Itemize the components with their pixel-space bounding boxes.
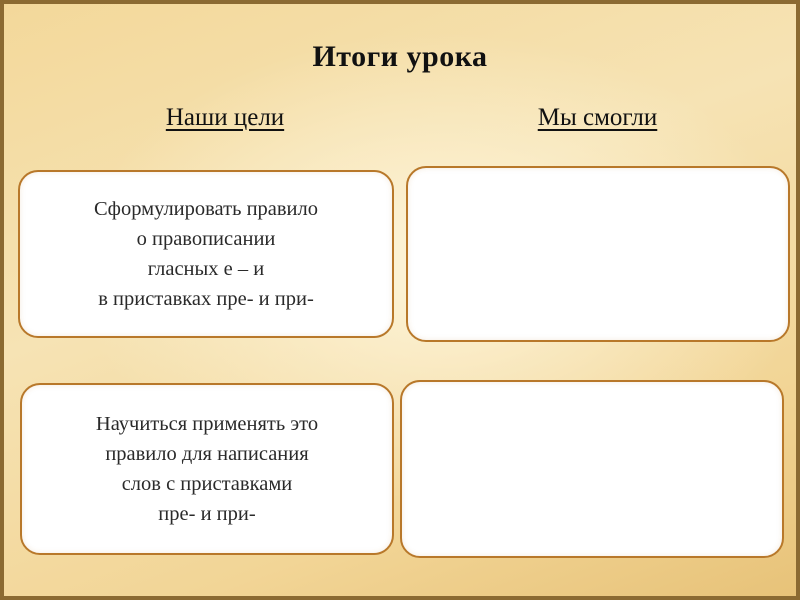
goal-box-2	[20, 383, 394, 555]
result-box-2[interactable]	[400, 380, 784, 558]
goal-1-line-2: о правописании	[136, 228, 276, 250]
goal-2-line-2: правило для написания	[105, 443, 309, 465]
goal-2-line-1: Научиться применять это	[95, 413, 319, 435]
result-box-1[interactable]	[406, 166, 790, 342]
slide-title: Итоги урока	[312, 40, 488, 73]
goal-box-1	[18, 170, 394, 338]
goal-2-line-3: слов с приставками	[121, 473, 293, 495]
goal-1-line-1: Сформулировать правило	[93, 198, 319, 220]
goal-1-line-3: гласных е – и	[147, 258, 265, 280]
column-header-goals: Наши цели	[165, 104, 285, 131]
goal-2-line-4: пре- и при-	[158, 503, 256, 525]
goal-1-line-4: в приставках пре- и при-	[98, 288, 314, 310]
column-header-results: Мы смогли	[537, 104, 658, 131]
